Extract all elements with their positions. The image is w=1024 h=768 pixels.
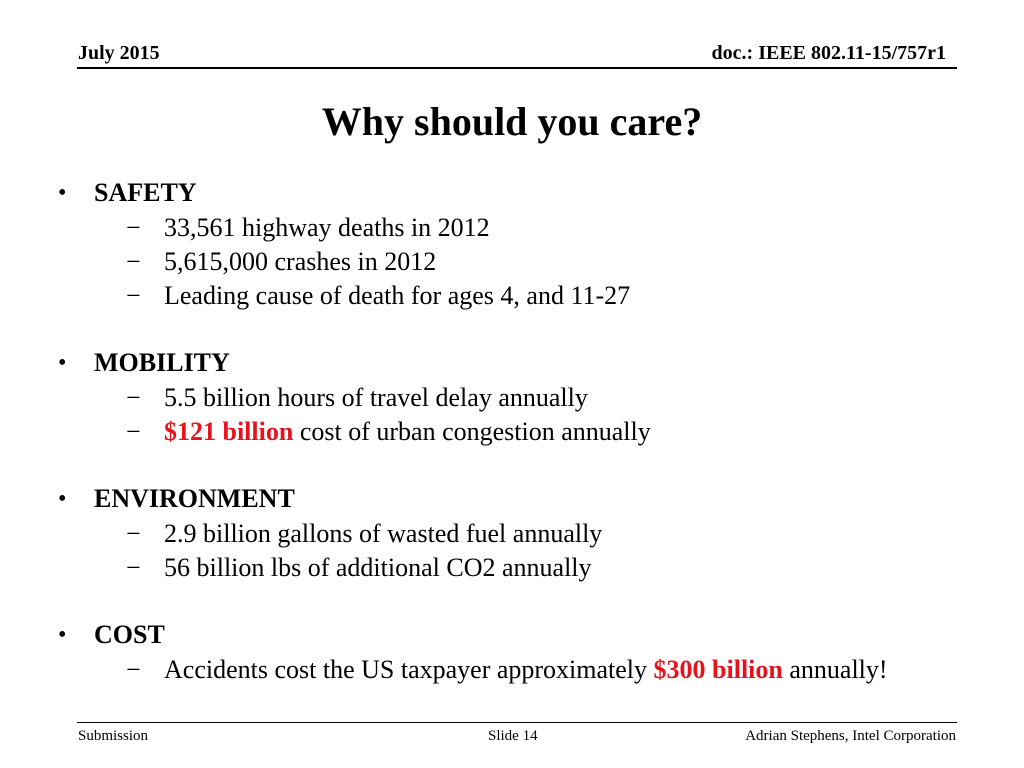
header-rule [77, 67, 957, 69]
list-item [58, 415, 978, 449]
item-text-after: 5,615,000 crashes in 2012 [164, 247, 437, 276]
section-heading-text: COST [94, 620, 165, 649]
dash-icon: − [126, 213, 141, 242]
footer-rule [77, 722, 957, 723]
list-item [58, 245, 978, 279]
header-doc-id: doc.: IEEE 802.11-15/757r1 [711, 42, 946, 64]
section-heading [58, 345, 978, 381]
list-item [58, 279, 978, 313]
section-heading-text: MOBILITY [94, 348, 230, 377]
dash-icon: − [126, 417, 141, 446]
dash-icon: − [126, 247, 141, 276]
footer-submission: Submission [78, 728, 149, 744]
footer-slide-number: Slide 14 [488, 728, 538, 744]
section-heading-text: ENVIRONMENT [94, 484, 295, 513]
item-text-after: Leading cause of death for ages 4, and 11-27 [164, 281, 631, 310]
bullet-icon: • [58, 180, 67, 206]
list-item [58, 653, 978, 687]
item-text-after: cost of urban congestion annually [293, 417, 651, 446]
list-item [58, 381, 978, 415]
list-item [58, 517, 978, 551]
bullet-icon: • [58, 622, 67, 648]
section-safety [58, 175, 978, 313]
list-item [58, 551, 978, 585]
section-mobility [58, 345, 978, 449]
section-cost [58, 617, 978, 687]
item-text-after: annually! [782, 655, 888, 684]
bullet-icon: • [58, 350, 67, 376]
section-environment [58, 481, 978, 585]
list-item [58, 211, 978, 245]
footer-author: Adrian Stephens, Intel Corporation [745, 728, 956, 744]
item-text-after: 33,561 highway deaths in 2012 [164, 213, 490, 242]
slide-title: Why should you care? [321, 99, 703, 144]
dash-icon: − [126, 553, 141, 582]
section-heading [58, 617, 978, 653]
dash-icon: − [126, 383, 141, 412]
bullet-icon: • [58, 486, 67, 512]
section-heading [58, 175, 978, 211]
item-highlight: $300 billion [653, 655, 783, 684]
item-text-before: Accidents cost the US taxpayer approximately [164, 655, 654, 684]
dash-icon: − [126, 655, 141, 684]
header-date: July 2015 [78, 42, 160, 64]
item-highlight: $121 billion [164, 417, 294, 446]
dash-icon: − [126, 281, 141, 310]
item-text-after: 56 billion lbs of additional CO2 annually [164, 553, 592, 582]
section-heading [58, 481, 978, 517]
section-heading-text: SAFETY [94, 178, 197, 207]
dash-icon: − [126, 519, 141, 548]
slide-body [58, 175, 978, 719]
item-text-after: 2.9 billion gallons of wasted fuel annually [164, 519, 603, 548]
item-text-after: 5.5 billion hours of travel delay annually [164, 383, 588, 412]
